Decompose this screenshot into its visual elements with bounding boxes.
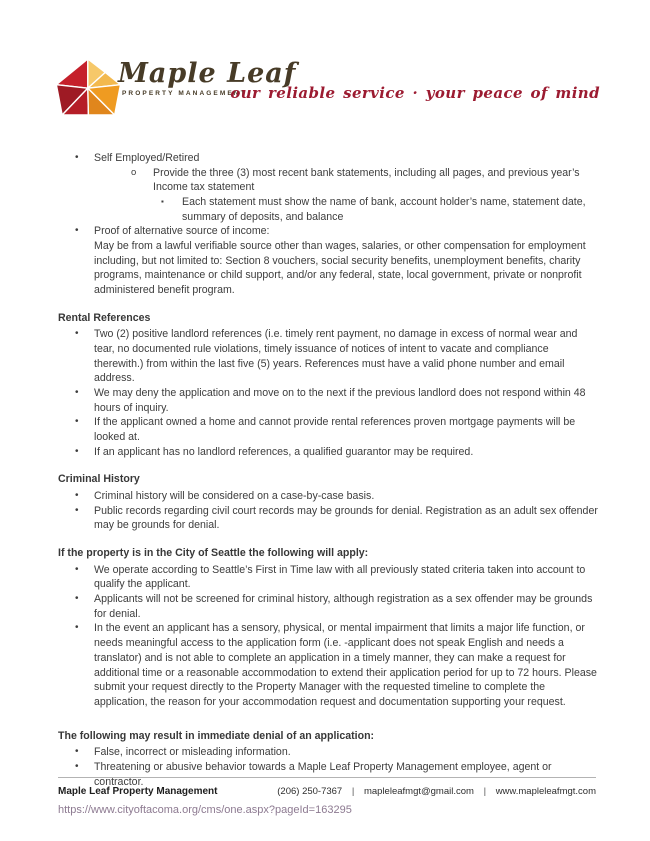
footer-separator: | <box>483 786 487 797</box>
maple-leaf-house-logo-icon <box>54 56 124 118</box>
brand-tagline: our reliable service · your peace of mind <box>230 84 600 102</box>
cityoftacoma-link[interactable]: https://www.cityoftacoma.org/cms/one.aspx?pageId=163295 <box>58 804 352 817</box>
list-item: • If the applicant owned a home and cannot provide rental references proven mortgage payments will be looked at. <box>75 416 576 444</box>
section-city-of-seattle <box>58 546 598 709</box>
footer-phone: (206) 250-7367 <box>277 786 343 797</box>
footer-company-name: Maple Leaf Property Management <box>58 786 218 797</box>
section-heading: The following may result in immediate denial of an application: <box>58 729 375 742</box>
list-item: ▪ Each statement must show the name of bank, account holder’s name, statement date, summary of deposits, and balance <box>161 196 586 223</box>
list-item: • We may deny the application and move on to the next if the previous landlord does not respond within 48 hours of inquiry. <box>75 387 586 414</box>
list-item-continuation: May be from a lawful verifiable source other than wages, salaries, or other compensation for employment including, but not limited to: Section 8 vouchers, social security benefits, unemployment benefits, charity programs, maintenance or child support, and/or any federal, state, local government, private or nonprofit administered benefit program. <box>94 240 586 297</box>
bullet-marker: • <box>75 504 79 516</box>
section-criminal-history <box>58 472 598 533</box>
list-item: • Two (2) positive landlord references (i.e. timely rent payment, no damage in excess of normal wear and tear, no documented rule violations, timely issuance of notices of intent to vacate and compliance therewith.) from within the last five (5) years. References must have a valid phone number and email address. <box>75 328 578 385</box>
bullet-marker: o <box>131 166 137 178</box>
bullet-marker: • <box>75 225 79 237</box>
brand-name: Maple Leaf <box>118 58 297 89</box>
section-rental-references <box>58 311 598 460</box>
list-item: • If an applicant has no landlord references, a qualified guarantor may be required. <box>75 445 474 458</box>
section-heading: Criminal History <box>58 473 140 486</box>
list-item: • Self Employed/Retired <box>75 152 200 164</box>
bullet-marker: • <box>75 387 79 399</box>
list-item: • In the event an applicant has a sensory, physical, or mental impairment that limits a major life function, or needs meaningful access to the application form (i.e. -applicant does not speak English and needs a translator) and is not able to complete an application in a timely manner, they can make a request for additional time or a reasonable accommodation to extend their application period for up to 72 hours. Please submit your request directly to the Property Manager with the requested timeline to complete the application, the reason for your accommodation request and documentation supporting your request. <box>75 622 597 708</box>
bullet-marker: • <box>75 746 79 758</box>
footer-website: www.mapleleafmgt.com <box>495 786 596 797</box>
section-heading: If the property is in the City of Seattle the following will apply: <box>58 547 369 560</box>
list-item: • False, incorrect or misleading information. <box>75 746 291 759</box>
bullet-marker: • <box>75 593 79 605</box>
page-footer <box>58 777 596 797</box>
bullet-marker: • <box>75 328 79 340</box>
list-item: • We operate according to Seattle’s First in Time law with all previously stated criteria taken into account to qualify the applicant. <box>75 563 586 591</box>
bullet-marker: • <box>75 445 79 457</box>
bullet-marker: • <box>75 563 79 575</box>
list-item: • Criminal history will be considered on a case-by-case basis. <box>75 490 375 503</box>
footer-email: mapleleafmgt@gmail.com <box>363 786 474 797</box>
section-heading: Rental References <box>58 311 151 324</box>
bullet-marker: • <box>75 490 79 502</box>
income-proof-list <box>58 151 598 298</box>
bullet-marker: • <box>75 152 79 163</box>
footer-contact-info <box>277 786 596 797</box>
bullet-marker: • <box>75 760 79 772</box>
footer-separator: | <box>351 786 355 797</box>
bullet-marker: • <box>75 416 79 428</box>
list-item: • Proof of alternative source of income: <box>75 225 270 238</box>
bullet-marker: ▪ <box>161 197 164 207</box>
brand-subtitle: PROPERTY MANAGEMENT <box>122 90 247 97</box>
list-item: • Threatening or abusive behavior towards a Maple Leaf Property Management employee, agent or contractor. <box>75 760 552 788</box>
bullet-marker: • <box>75 622 79 634</box>
list-item: • Public records regarding civil court records may be grounds for denial. Registration as an adult sex offender may be grounds for denial. <box>75 504 598 532</box>
list-item: o Provide the three (3) most recent bank statements, including all pages, and previous year’s Income tax statement <box>131 166 580 194</box>
document-body <box>58 151 598 818</box>
list-item: • Applicants will not be screened for criminal history, although registration as a sex offender may be grounds for denial. <box>75 593 593 620</box>
